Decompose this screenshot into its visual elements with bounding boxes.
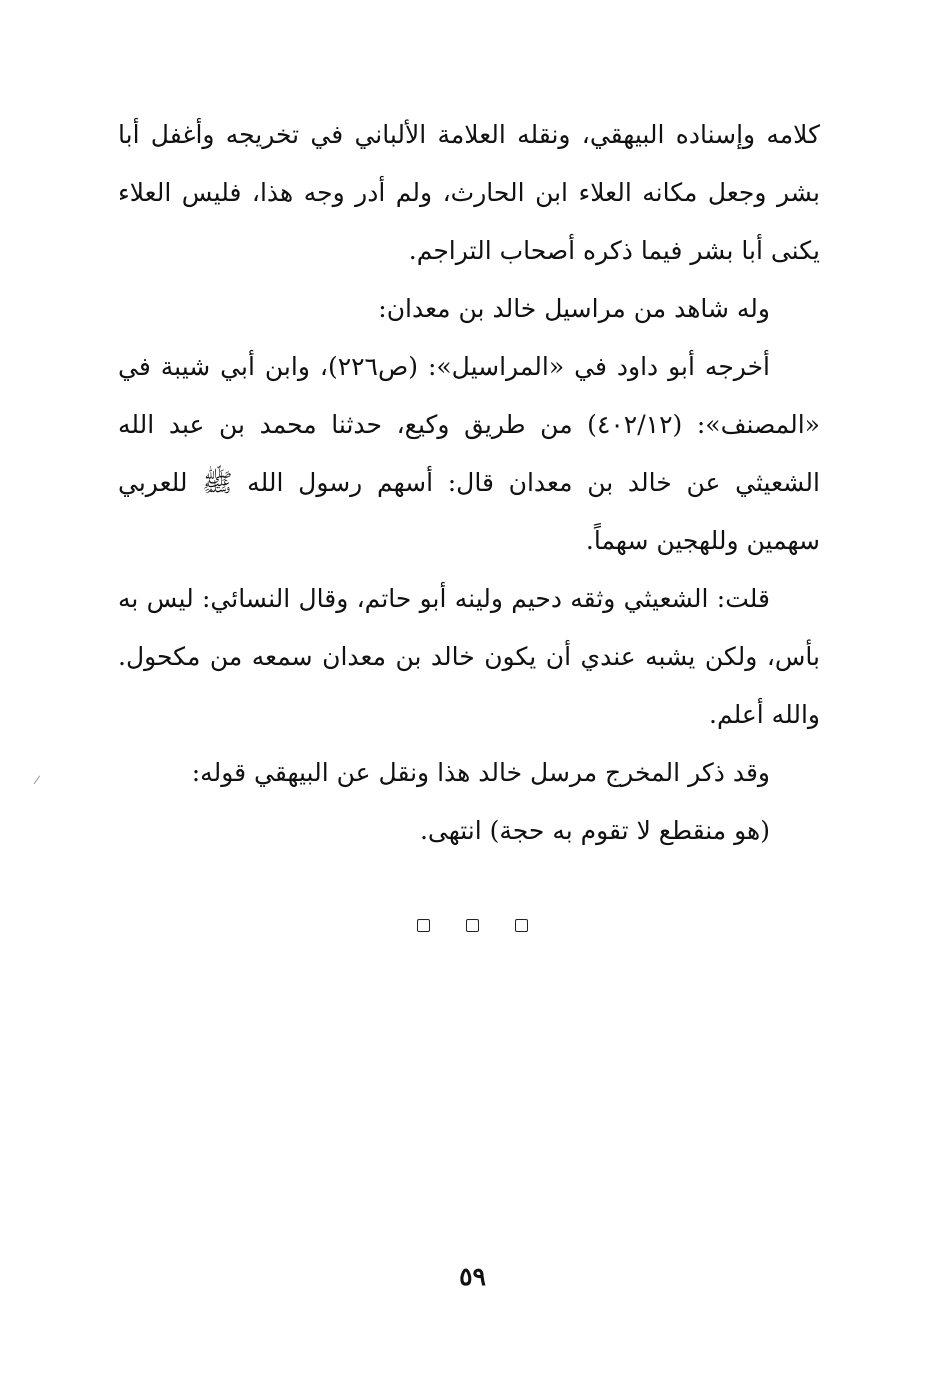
- paragraph-4: قلت: الشعيثي وثقه دحيم ولينه أبو حاتم، وقال النسائي: ليس به بأس، ولكن يشبه عندي أن يكون خالد بن معدان سمعه من مكحول. والله أعلم.: [118, 584, 820, 729]
- paragraph-5: وقد ذكر المخرج مرسل خالد هذا ونقل عن البيهقي قوله:: [191, 758, 770, 787]
- section-separator: [0, 919, 945, 932]
- paragraph-1: كلامه وإسناده البيهقي، ونقله العلامة الألباني في تخريجه وأغفل أبا بشر وجعل مكانه العلاء ابن الحارث، ولم أدر وجه هذا، فليس العلاء يكنى أبا بشر فيما ذكره أصحاب التراجم.: [118, 120, 820, 265]
- paragraph-6: (هو منقطع لا تقوم به حجة) انتهى.: [419, 816, 770, 845]
- scan-mark: [34, 775, 44, 786]
- separator-square-icon: [466, 919, 479, 932]
- paragraph-3: أخرجه أبو داود في «المراسيل»: (ص٢٢٦)، وابن أبي شيبة في «المصنف»: (٤٠٢/١٢) من طريق وكيع، حدثنا محمد بن عبد الله الشعيثي عن خالد بن معدان قال: أسهم رسول الله ﷺ للعربي سهمين وللهجين سهماً.: [118, 352, 820, 555]
- separator-square-icon: [515, 919, 528, 932]
- separator-square-icon: [417, 919, 430, 932]
- paragraph-2: وله شاهد من مراسيل خالد بن معدان:: [378, 294, 770, 323]
- page-number: ٥٩: [459, 1262, 486, 1291]
- body-text: [118, 106, 820, 860]
